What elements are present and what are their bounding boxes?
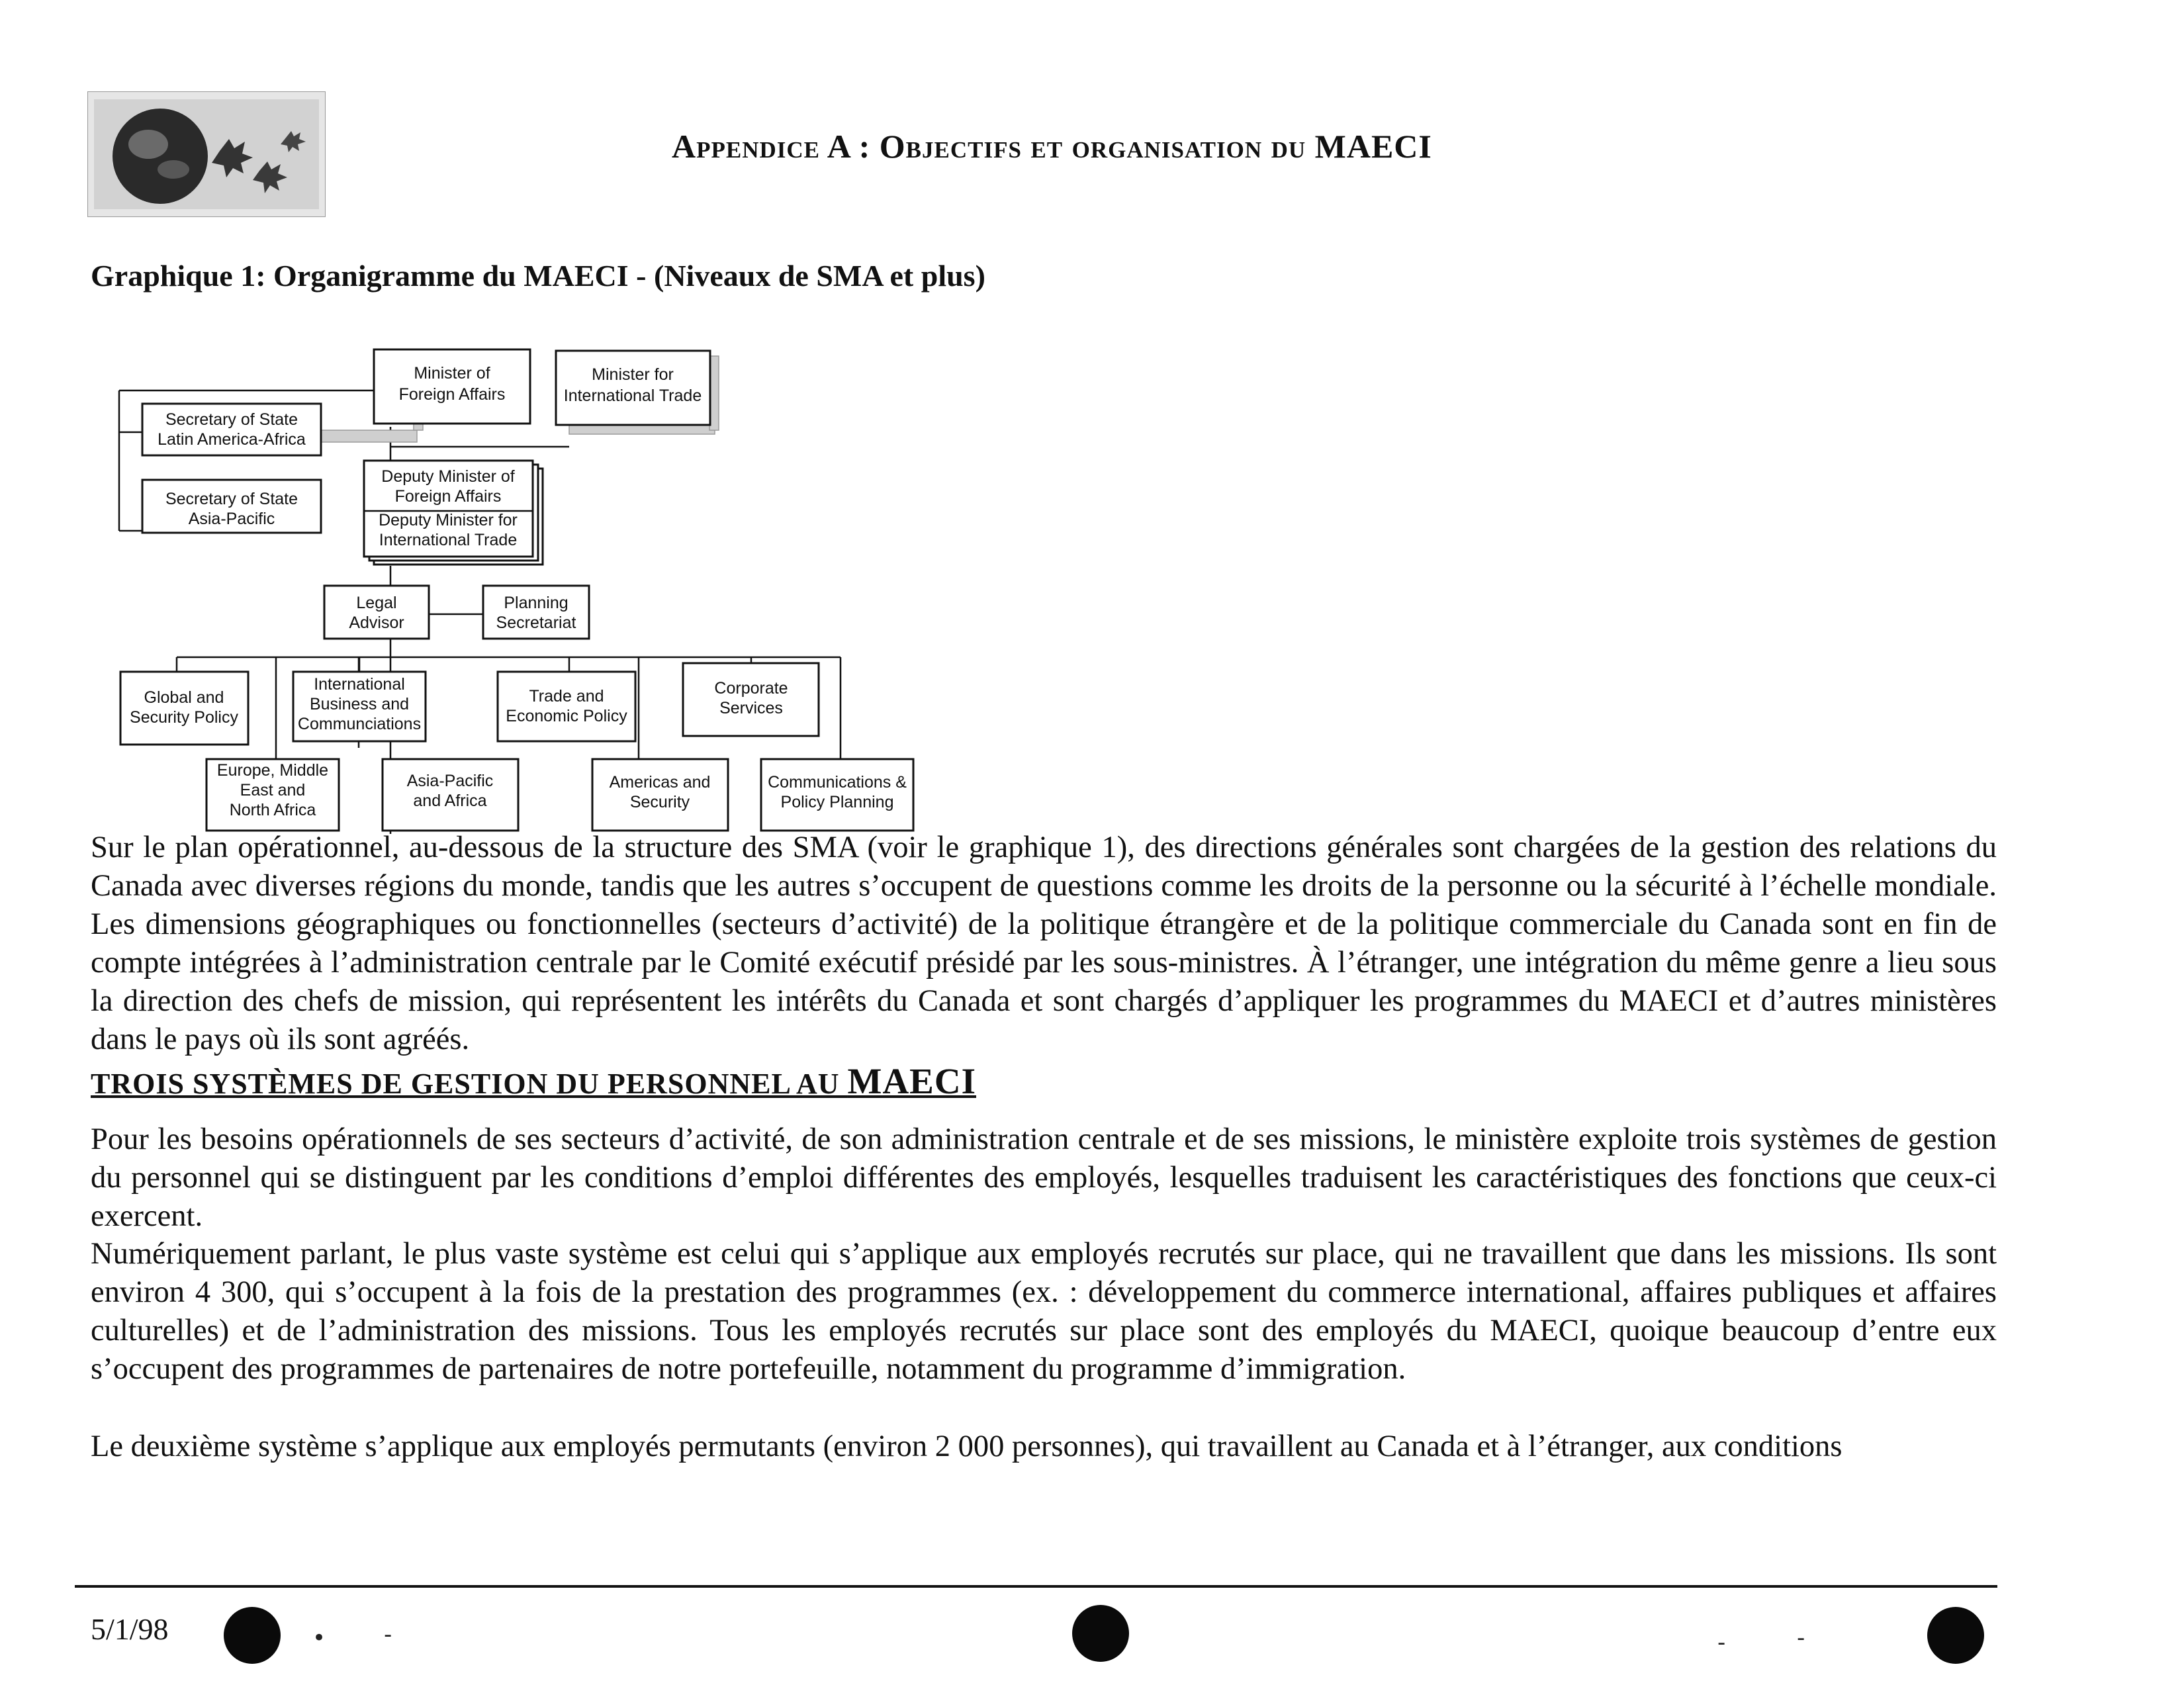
- svg-text:and Africa: and Africa: [413, 792, 487, 810]
- box-planning-secretariat: [483, 586, 589, 639]
- punch-hole-right-icon: [1927, 1607, 1984, 1664]
- globe-logo-icon: [87, 91, 326, 217]
- punch-hole-left-icon: [224, 1607, 281, 1664]
- punch-hole-center-icon: [1072, 1605, 1129, 1662]
- svg-text:Minister of: Minister of: [414, 364, 490, 383]
- footer-rule: [75, 1585, 1997, 1588]
- box-legal-advisor: [324, 586, 429, 639]
- svg-text:Secretary of State: Secretary of State: [165, 410, 298, 429]
- svg-text:North Africa: North Africa: [229, 801, 316, 819]
- svg-text:Business and: Business and: [309, 695, 410, 713]
- box-secretary-state-asia-pacific: [142, 480, 321, 533]
- box-minister-international-trade: [556, 351, 719, 434]
- svg-text:International Trade: International Trade: [563, 387, 702, 405]
- svg-text:Security: Security: [629, 793, 690, 811]
- box-global-security-policy: [120, 672, 248, 745]
- body-paragraph-4: Le deuxième système s’applique aux employés permutants (environ 2 000 personnes), qui travaillent au Canada et à l’étranger, aux conditions: [91, 1430, 1843, 1463]
- svg-text:Planning: Planning: [504, 594, 569, 612]
- svg-text:Corporate: Corporate: [714, 679, 788, 698]
- chart-caption: Graphique 1: Organigramme du MAECI - (Niveaux de SMA et plus): [91, 259, 985, 293]
- svg-text:Communciations: Communciations: [297, 715, 422, 733]
- section-title: [91, 1060, 976, 1102]
- svg-text:East and: East and: [240, 781, 306, 799]
- page-header-title: Appendice A : Objectifs et organisation du MAECI: [672, 128, 1432, 165]
- svg-text:Asia-Pacific: Asia-Pacific: [188, 510, 275, 528]
- scan-speck-icon: -: [1717, 1629, 1726, 1656]
- svg-text:Communications &: Communications &: [768, 773, 907, 792]
- box-americas-security: [592, 759, 728, 831]
- svg-text:Asia-Pacific: Asia-Pacific: [406, 772, 494, 790]
- box-corporate-services: [683, 663, 819, 736]
- svg-text:Economic Policy: Economic Policy: [506, 707, 627, 725]
- box-international-business-communications: [293, 672, 426, 741]
- body-paragraph-3: Numériquement parlant, le plus vaste système est celui qui s’applique aux employés recrutés sur place, qui ne travaillent que dans les missions. Ils sont environ 4 300, qui s’occupent à la fois de la prestation des programmes (ex. : développement du commerce international, affaires publiques et affaires culturelles) et de l’administration des missions. Tous les employés recrutés sur place sont des employés du MAECI, quoique beaucoup d’entre eux s’occupent des programmes de partenaires de notre portefeuille, notamment du programme d’immigration.: [91, 1237, 1997, 1386]
- svg-text:Foreign Affairs: Foreign Affairs: [398, 385, 506, 404]
- body-paragraph-2: Pour les besoins opérationnels de ses secteurs d’activité, de son administration centrale et de ses missions, le ministère exploite trois systèmes de gestion du personnel qui se distinguent par les conditions d’emploi différentes des employés, lesquelles traduisent les caractéristiques des fonctions que ceux-ci exercent.: [91, 1122, 1997, 1233]
- svg-text:Policy Planning: Policy Planning: [780, 793, 894, 811]
- section-title-acronym: MAECI: [847, 1061, 976, 1101]
- svg-text:Deputy Minister for: Deputy Minister for: [379, 511, 518, 529]
- scan-speck-icon: -: [384, 1621, 392, 1648]
- svg-text:Secretary of State: Secretary of State: [165, 490, 298, 508]
- svg-text:Advisor: Advisor: [349, 614, 404, 632]
- svg-text:Services: Services: [719, 699, 783, 717]
- svg-text:International: International: [314, 675, 405, 694]
- body-paragraph-1: Sur le plan opérationnel, au-dessous de la structure des SMA (voir le graphique 1), des directions générales sont chargées de la gestion des relations du Canada avec diverses régions du monde, tandis que les autres s’occupent de questions comme les droits de la personne ou la sécurité à l’échelle mondiale. Les dimensions géographiques ou fonctionnelles (secteurs d’activité) de la politique étrangère et de la politique commerciale du Canada sont en fin de compte intégrées à l’administration centrale par le Comité exécutif présidé par les sous-ministres. À l’étranger, une intégration du même genre a lieu sous la direction des chefs de mission, qui représentent les intérêts du Canada et sont chargés d’appliquer les programmes du MAECI et d’autres ministères dans le pays où ils sont agréés.: [91, 831, 1997, 1056]
- svg-text:International Trade: International Trade: [379, 531, 518, 549]
- box-secretary-state-latin-america-africa: [142, 404, 321, 455]
- svg-text:Latin America-Africa: Latin America-Africa: [158, 430, 306, 449]
- svg-text:Global and: Global and: [144, 688, 224, 707]
- svg-text:Trade and: Trade and: [529, 687, 604, 706]
- box-europe-middle-east-north-africa: [206, 759, 339, 831]
- svg-text:Secretariat: Secretariat: [496, 614, 576, 632]
- box-asia-pacific-africa: [383, 759, 518, 831]
- footer-date: 5/1/98: [91, 1612, 169, 1646]
- box-communications-policy-planning: [761, 759, 913, 831]
- svg-text:Americas and: Americas and: [609, 773, 711, 792]
- svg-text:Foreign Affairs: Foreign Affairs: [394, 487, 502, 506]
- scan-speck-icon: •: [312, 1625, 326, 1651]
- svg-text:Deputy Minister of: Deputy Minister of: [381, 467, 515, 486]
- scan-speck-icon: -: [1797, 1625, 1805, 1651]
- svg-text:Minister for: Minister for: [592, 365, 674, 384]
- box-deputy-ministers: [364, 461, 543, 565]
- svg-text:Europe, Middle: Europe, Middle: [216, 761, 329, 780]
- box-trade-economic-policy: [498, 672, 635, 741]
- org-chart: [106, 338, 927, 834]
- section-title-main: TROIS SYSTÈMES DE GESTION DU PERSONNEL AU: [91, 1068, 848, 1100]
- svg-text:Legal: Legal: [356, 594, 397, 612]
- svg-text:Security Policy: Security Policy: [130, 708, 238, 727]
